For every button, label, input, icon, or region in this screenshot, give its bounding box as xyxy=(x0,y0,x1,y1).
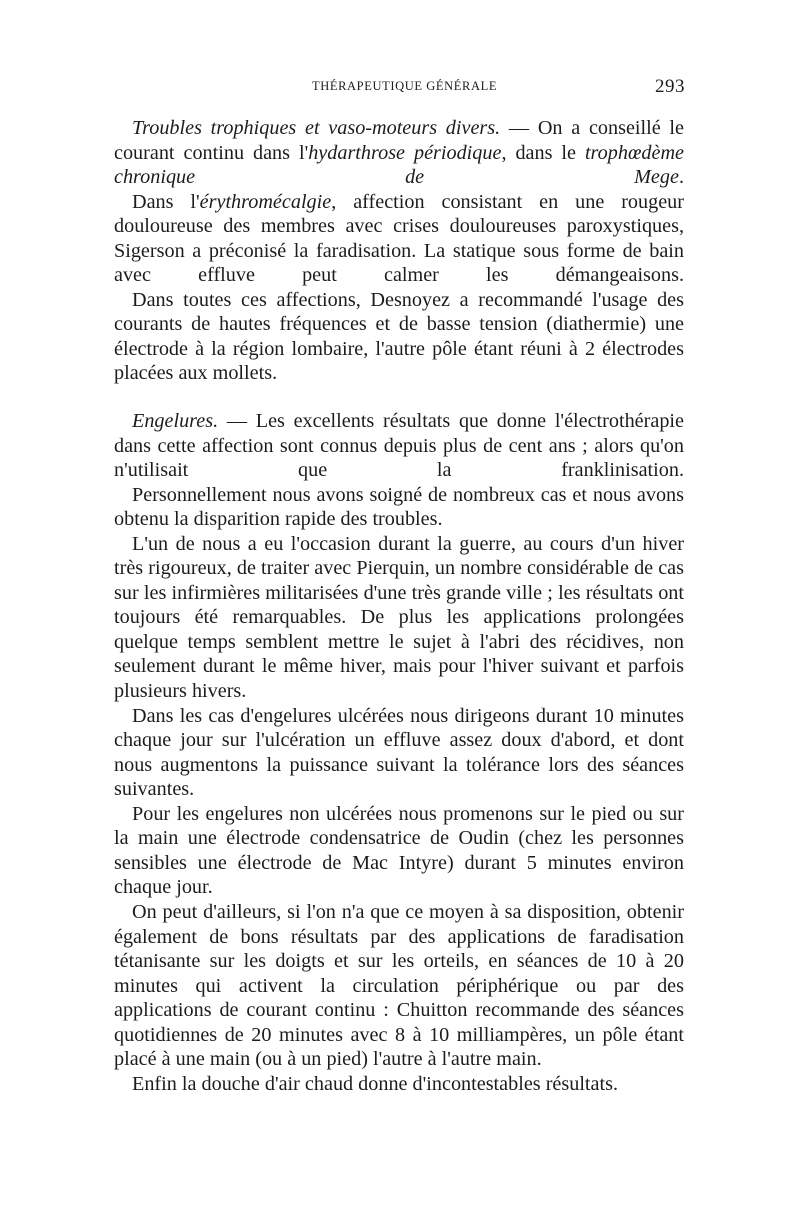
paragraph-ulcerees: Dans les cas d'engelures ulcérées nous dirigeons durant 10 minutes chaque jour sur l'ulcération un effluve assez doux d'abord, et dont nous augmentons la puissance suivant la tolérance lors des séances suivantes. xyxy=(114,704,684,801)
section-heading-troubles: Troubles trophiques et vaso-moteurs divers. xyxy=(132,117,501,139)
paragraph-non-ulcerees: Pour les engelures non ulcérées nous promenons sur le pied ou sur la main une électrode condensatrice de Oudin (chez les personnes sensibles une électrode de Mac Intyre) durant 5 minutes environ chaque jour. xyxy=(114,802,684,899)
paragraph-douche: Enfin la douche d'air chaud donne d'incontestables résultats. xyxy=(132,1072,619,1095)
running-title: THÉRAPEUTIQUE GÉNÉRALE xyxy=(312,79,498,93)
paragraph-faradisation: On peut d'ailleurs, si l'on n'a que ce moyen à sa disposition, obtenir également de bons résultats par des applications de faradisation tétanisante sur les doigts et sur les orteils, en séances de 10 à 20 minutes qui activent la circulation périphérique ou par des applications de courant continu : Chuitton recommande des séances quotidiennes de 20 minutes avec 8 à 10 milliampères, un pôle étant placé à une main (ou à un pied) l'autre à l'autre main. xyxy=(114,900,684,1071)
paragraph-guerre: L'un de nous a eu l'occasion durant la guerre, au cours d'un hiver très rigoureux, de traiter avec Pierquin, un nombre considérable de cas sur les infirmières militarisées d'une très grande ville ; les résultats ont toujours été remarquables. De plus les applications prolongées quelque temps semblent mettre le sujet à l'abri des récidives, non seulement durant le même hiver, mais pour l'hiver suivant et parfois plusieurs hivers. xyxy=(114,532,684,703)
page-body xyxy=(114,116,684,1096)
paragraph-desnoyez: Dans toutes ces affections, Desnoyez a recommandé l'usage des courants de hautes fréquences et de basse tension (diathermie) une électrode à la région lombaire, l'autre pôle étant réuni à 2 électrodes placées aux mollets. xyxy=(114,288,684,385)
paragraph-troubles-intro: Troubles trophiques et vaso-moteurs divers. — On a conseillé le courant continu dans l'hydarthrose périodique, dans le trophœdème chronique de Mege. xyxy=(114,117,685,189)
section-heading-engelures: Engelures. xyxy=(132,410,219,433)
paragraph-personnellement: Personnellement nous avons soigné de nombreux cas et nous avons obtenu la disparition rapide des troubles. xyxy=(114,483,684,531)
section-gap xyxy=(114,386,684,409)
paragraph-erythromecalgie: Dans l'érythromécalgie, affection consistant en une rougeur douloureuse des membres avec crises douloureuses paroxystiques, Sigerson a préconisé la faradisation. La statique sous forme de bain avec effluve peut calmer les démangeaisons. xyxy=(114,190,684,287)
paragraph-engelures-intro: Engelures. — Les excellents résultats que donne l'électrothérapie dans cette affection sont connus depuis plus de cent ans ; alors qu'on n'utilisait que la franklinisation. xyxy=(114,410,684,482)
page-number: 293 xyxy=(655,76,685,97)
